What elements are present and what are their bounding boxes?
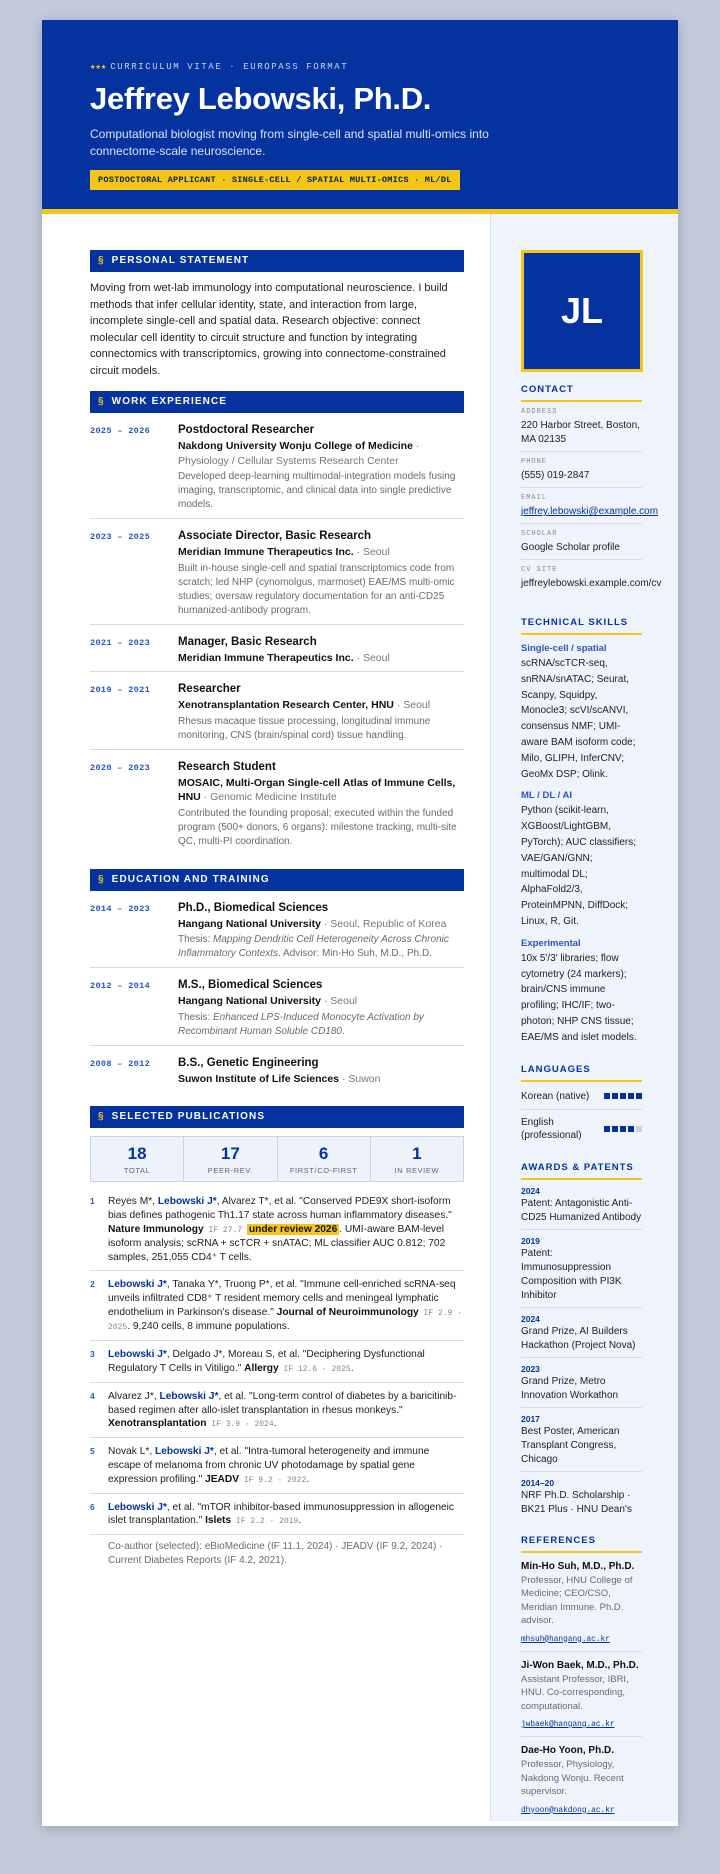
experience-entry [90, 750, 464, 855]
reference-item [521, 1737, 642, 1822]
stat-cell [91, 1137, 184, 1181]
publication-number: 6 [90, 1501, 95, 1512]
stat-number: 17 [220, 1144, 240, 1163]
publication-note: . UMI-aware BAM-level isoform analysis; scRNA + scTCR + snATAC; ML classifier AUC 0.812; 702 samples, 251,055 CD4⁺ T cells. [108, 1223, 446, 1264]
employer-location: · Genomic Medicine Institute [200, 791, 337, 803]
publication-text [108, 1501, 464, 1530]
journal-name: Nature Immunology [108, 1223, 204, 1235]
education-entry [90, 891, 464, 969]
publication-text [108, 1445, 464, 1487]
citation-title: , et al. "Intra-tumoral heterogeneity and immune escape of melanoma from chronic UV photodamage by spatial gene expression profiling." [108, 1446, 430, 1485]
entry-dates: 2008 – 2012 [90, 1058, 151, 1069]
coauthors-before: Novak L*, [108, 1446, 155, 1458]
section-header-statement [90, 250, 464, 272]
institution [178, 917, 464, 932]
contact-field [521, 560, 662, 595]
contact-label: PHONE [521, 458, 548, 466]
reference-name: Ji-Won Baek, M.D., Ph.D. [521, 1659, 639, 1671]
reference-email-link[interactable]: jwbaek@hangang.ac.kr [521, 1721, 615, 1730]
contact-heading: CONTACT [521, 384, 642, 402]
publication-text [108, 1390, 464, 1432]
job-title: Manager, Basic Research [178, 635, 317, 648]
award-item [521, 1358, 642, 1408]
citation-title: , et al. "mTOR inhibitor-based immunosuppression in allogeneic islet transplantation." [108, 1501, 455, 1527]
contact-label: CV SITE [521, 566, 558, 574]
section-header-publications [90, 1106, 464, 1128]
proficiency-dot [620, 1093, 626, 1099]
reference-description: Professor, Physiology, Nakdong Wonju. Recent supervisor. [521, 1759, 624, 1798]
citation-title: , Alvarez T*, et al. "Conserved PDE9X short-isoform bias defines pathogenic Th1.17 state across human inflammatory diseases." [108, 1196, 452, 1221]
impact-factor: IF 27.7 [203, 1225, 247, 1235]
section-symbol-icon: § [98, 873, 105, 885]
publication-item [90, 1383, 464, 1438]
thesis [178, 1011, 464, 1039]
impact-factor: IF 3.9 · 2024 [206, 1420, 274, 1430]
stat-cell [371, 1137, 463, 1181]
entry-body [178, 1057, 464, 1087]
section-symbol-icon: § [98, 396, 105, 407]
journal-name: Journal of Neuroimmunology [276, 1306, 419, 1318]
contact-field [521, 452, 642, 488]
section-header-education [90, 869, 464, 891]
job-title: Associate Director, Basic Research [178, 530, 372, 542]
skill-list: scRNA/scTCR-seq, snRNA/snATAC; Seurat, Scanpy, Squidpy, Monocle3; scVI/scANVI, consensus NMF; UMI-aware BAM isoform code; Milo, GLIPH, InferCNV; GeoMx DSP; Olink. [521, 658, 636, 780]
experience-entry [90, 413, 464, 519]
personal-statement: Moving from wet-lab immunology into computational neuroscience. I build methods that infer cellular identity, state, and interaction from large, incomplete single-cell and spatial data. Research objective: connect molecular cell identity to circuit structure and function by integrating connectomics with transcriptomics, growing into connectome-constrained circuit models. [90, 282, 448, 377]
stat-number: 1 [412, 1144, 422, 1163]
proficiency-meter [604, 1126, 642, 1132]
avatar: JL [521, 250, 643, 372]
entry-body [178, 530, 464, 618]
award-text: Grand Prize, Metro Innovation Workathon [521, 1375, 619, 1401]
thesis-title: Enhanced LPS-Induced Monocyte Activation by Recombinant Human Soluble CD180 [178, 1011, 424, 1037]
section-title: PERSONAL STATEMENT [111, 255, 250, 266]
publication-text [108, 1195, 464, 1265]
award-year: 2017 [521, 1413, 540, 1424]
entry-dates: 2014 – 2023 [90, 903, 151, 914]
thesis-label: Thesis: [178, 934, 214, 945]
contact-field [521, 402, 642, 452]
reference-item [521, 1553, 642, 1652]
entry-dates: 2012 – 2014 [90, 981, 151, 991]
publication-list [90, 1188, 464, 1535]
coauthors-before: Reyes M*, [108, 1196, 158, 1207]
award-year: 2024 [521, 1313, 540, 1324]
stars-icon: ★★★ [90, 62, 107, 72]
email-link[interactable]: jeffrey.lebowski@example.com [521, 506, 659, 517]
publication-number: 2 [90, 1278, 95, 1289]
thesis-advisor: . [341, 1025, 345, 1037]
entry-dates: 2023 – 2025 [90, 532, 151, 542]
stat-label: PEER-REV. [207, 1166, 253, 1175]
coauthor-note: Co-author (selected): eBioMedicine (IF 11.1, 2024) · JEADV (IF 9.2, 2024) · Current Diabetes Reports (IF 4.2, 2021). [108, 1541, 443, 1567]
entry-body [178, 683, 464, 743]
publication-note: . 9,240 cells, 8 immune populations. [127, 1321, 290, 1333]
contact-value: jeffreylebowski.example.com/cv [521, 578, 662, 589]
institution [178, 1072, 464, 1087]
institution-name: Hangang National University [178, 995, 321, 1007]
self-author: Lebowski J* [157, 1196, 217, 1207]
section-symbol-icon: § [98, 1111, 105, 1122]
experience-entry [90, 625, 464, 673]
stat-label: FIRST/CO-FIRST [289, 1166, 358, 1175]
experience-entry [90, 519, 464, 625]
entry-body [178, 979, 464, 1039]
employer [178, 651, 464, 666]
skill-list: 10x 5′/3′ libraries; flow cytometry (24 markers); brain/CNS immune profiling; IHC/IF; two-photon; NHP CNS tissue; EAE/MS and islet models. [521, 952, 637, 1043]
impact-factor: IF 2.2 · 2019 [231, 1517, 299, 1527]
proficiency-dot [636, 1093, 642, 1099]
publication-number: 3 [90, 1349, 95, 1360]
entry-body [178, 424, 464, 512]
institution-name: Hangang National University [178, 917, 321, 930]
employer-name: Xenotransplantation Research Center, HNU [178, 699, 394, 711]
contact-label: SCHOLAR [521, 530, 558, 538]
degree: M.S., Biomedical Sciences [178, 979, 323, 991]
award-item [521, 1408, 642, 1472]
award-item [521, 1180, 642, 1230]
entry-body [178, 636, 464, 666]
institution-location: · Seoul, Republic of Korea [320, 917, 447, 930]
institution-name: Suwon Institute of Life Sciences [178, 1072, 340, 1085]
job-description: Built in-house single-cell and spatial transcriptomics code from scratch; led NHP (cynomolgus, marmoset) EAE/MS multi-omic studies; oversaw regulatory documentation for an anti-CD25 humanized-antibody program. [178, 562, 455, 616]
awards-list [521, 1180, 642, 1521]
publication-note: . [350, 1362, 354, 1374]
award-item [521, 1230, 642, 1308]
contact-label: EMAIL [521, 494, 548, 502]
review-status-badge: under review 2026 [248, 1223, 338, 1235]
references-heading: REFERENCES [521, 1535, 642, 1553]
award-text: Patent: Antagonistic Anti-CD25 Humanized Antibody [521, 1197, 642, 1223]
stat-number: 18 [127, 1144, 147, 1163]
impact-factor: IF 9.2 · 2022 [239, 1475, 307, 1485]
employer [178, 439, 464, 468]
publication-number: 5 [90, 1446, 95, 1457]
proficiency-dot [620, 1126, 626, 1132]
employer-location: · Physiology / Cellular Systems Research Center [178, 440, 420, 467]
eyebrow [90, 62, 630, 72]
job-title: Researcher [178, 683, 241, 695]
education-entry [90, 1046, 464, 1093]
job-description: Rhesus macaque tissue processing, longitudinal immune monitoring, CNS (brain/spinal cord) tissue handling. [178, 715, 431, 741]
thesis [178, 933, 464, 961]
thesis-advisor: . Advisor: Min-Ho Suh, M.D., Ph.D. [278, 948, 432, 959]
stat-label: TOTAL [123, 1166, 151, 1175]
institution-location: · Suwon [339, 1072, 381, 1085]
journal-name: Islets [205, 1515, 232, 1527]
proficiency-dot [604, 1126, 610, 1132]
publication-note: . [273, 1418, 277, 1430]
award-text: Best Poster, American Transplant Congress, Chicago [521, 1425, 620, 1465]
stat-number: 6 [318, 1144, 329, 1163]
language-row [521, 1110, 642, 1148]
publication-item [90, 1271, 464, 1341]
languages-heading: LANGUAGES [521, 1064, 642, 1082]
publication-item [90, 1188, 464, 1271]
thesis-title: Mapping Dendritic Cell Heterogeneity Across Chronic Inflammatory Contexts [178, 934, 449, 959]
self-author: Lebowski J* [108, 1349, 167, 1361]
reference-email-link[interactable]: mhsuh@hangang.ac.kr [521, 1635, 610, 1644]
degree: Ph.D., Biomedical Sciences [178, 901, 329, 914]
eyebrow-text: CURRICULUM VITAE · EUROPASS FORMAT [110, 62, 349, 72]
award-text: NRF Ph.D. Scholarship · BK21 Plus · HNU Dean's [521, 1489, 632, 1515]
cv-header [42, 20, 678, 214]
publication-number: 4 [90, 1390, 95, 1401]
entry-dates: 2019 – 2021 [90, 685, 151, 695]
skills-heading: TECHNICAL SKILLS [521, 617, 642, 635]
self-author: Lebowski J* [159, 1390, 219, 1402]
skills-list [521, 643, 642, 1046]
experience-list [90, 413, 464, 855]
entry-dates: 2020 – 2023 [90, 762, 151, 773]
thesis-label: Thesis: [178, 1011, 214, 1023]
section-header-experience [90, 391, 464, 413]
publication-number: 1 [90, 1196, 95, 1206]
self-author: Lebowski J* [108, 1501, 167, 1513]
section-title: EDUCATION AND TRAINING [111, 873, 270, 885]
citation-title: , et al. "Long-term control of diabetes by a baricitinib-based regimen after allo-islet transplantation in rhesus monkeys." [108, 1390, 457, 1416]
publication-note: . [306, 1473, 310, 1485]
award-item [521, 1472, 642, 1521]
section-symbol-icon: § [98, 255, 105, 266]
education-entry [90, 968, 464, 1046]
section-title: WORK EXPERIENCE [111, 396, 228, 407]
employer-location: · Seoul [353, 651, 390, 664]
award-year: 2024 [521, 1185, 540, 1196]
contact-value: (555) 019-2847 [521, 470, 590, 481]
impact-factor: IF 12.6 · 2025 [278, 1364, 351, 1374]
skill-category: ML / DL / AI [521, 790, 573, 802]
employer-name: Nakdong University Wonju College of Medicine [178, 440, 413, 452]
award-year: 2023 [521, 1363, 540, 1374]
publication-item [90, 1494, 464, 1536]
candidate-name: Jeffrey Lebowski, Ph.D. [90, 81, 432, 116]
employer-location: · Seoul [353, 546, 390, 558]
stat-label: IN REVIEW [394, 1166, 440, 1175]
citation-title: , Tanaka Y*, Truong P*, et al. "Immune cell-enriched scRNA-seq unveils infiltrated CD8⁺ T resident memory cells and meningeal lymphatic endothelium in Parkinson's disease." [108, 1278, 456, 1318]
skill-category: Experimental [521, 937, 581, 949]
contact-field [521, 524, 642, 560]
contact-value: Google Scholar profile [521, 542, 620, 553]
proficiency-dot [612, 1093, 618, 1099]
reference-description: Assistant Professor, IBRI, HNU. Co-corresponding, computational. [521, 1673, 629, 1712]
citation-title: , Delgado J*, Moreau S, et al. "Deciphering Dysfunctional Regulatory T Cells in Vitiligo." [108, 1349, 425, 1374]
self-author: Lebowski J* [155, 1446, 214, 1458]
sidebar [490, 214, 678, 1821]
publication-note: . [298, 1515, 302, 1527]
degree: B.S., Genetic Engineering [178, 1056, 319, 1069]
main-column [90, 250, 464, 1568]
reference-email-link[interactable]: dhyoon@nakdong.ac.kr [521, 1806, 615, 1815]
skill-list: Python (scikit-learn, XGBoost/LightGBM, PyTorch); AUC classifiers; VAE/GAN/GNN; multimodal DL; AlphaFold2/3, ProteinMPNN, DiffDock; Linux, R, Git. [521, 805, 637, 927]
proficiency-dot [628, 1126, 634, 1132]
employer-name: Meridian Immune Therapeutics Inc. [178, 546, 354, 558]
contact-label: ADDRESS [521, 408, 558, 416]
experience-entry [90, 672, 464, 750]
publication-text [108, 1278, 464, 1335]
award-year: 2019 [521, 1235, 540, 1246]
proficiency-dot [612, 1126, 618, 1132]
cv-page [42, 20, 678, 1826]
employer-name: Meridian Immune Therapeutics Inc. [178, 651, 354, 664]
contact-value [521, 505, 659, 519]
position-tag: POSTDOCTORAL APPLICANT · SINGLE-CELL / SPATIAL MULTI-OMICS · ML/DL [90, 170, 460, 190]
publication-item [90, 1438, 464, 1493]
stat-cell [184, 1137, 277, 1181]
reference-description: Professor, HNU College of Medicine; CEO/CSO, Meridian Immune. Ph.D. advisor. [521, 1574, 633, 1627]
journal-name: Xenotransplantation [108, 1418, 207, 1430]
reference-name: Dae-Ho Yoon, Ph.D. [521, 1745, 614, 1757]
self-author: Lebowski J* [108, 1278, 167, 1290]
institution-location: · Seoul [320, 995, 358, 1007]
job-description: Contributed the founding proposal; executed within the funded program (500+ donors, 6 organs): milestone tracking, multi-site QC, multi-PI coordination. [178, 807, 457, 847]
award-item [521, 1308, 642, 1358]
reference-item [521, 1652, 642, 1738]
contact-field [521, 488, 659, 524]
award-text: Grand Prize, AI Builders Hackathon (Project Nova) [521, 1325, 636, 1351]
skill-category: Single-cell / spatial [521, 643, 607, 654]
references-list [521, 1553, 642, 1822]
entry-dates: 2021 – 2023 [90, 637, 151, 648]
proficiency-dot [628, 1093, 634, 1099]
job-title: Postdoctoral Researcher [178, 424, 315, 436]
employer-name: MOSAIC, Multi-Organ Single-cell Atlas of Immune Cells, HNU [178, 776, 456, 803]
journal-name: Allergy [244, 1362, 279, 1374]
entry-dates: 2025 – 2026 [90, 426, 151, 436]
reference-name: Min-Ho Suh, M.D., Ph.D. [521, 1560, 635, 1572]
contact-list [521, 402, 662, 595]
language-row [521, 1084, 642, 1110]
employer [178, 545, 464, 560]
publication-stats [90, 1136, 464, 1182]
proficiency-meter [604, 1093, 642, 1099]
entry-body [178, 902, 464, 962]
job-title: Research Student [178, 760, 276, 773]
contact-value: 220 Harbor Street, Boston, MA 02135 [521, 420, 640, 445]
awards-heading: AWARDS & PATENTS [521, 1162, 642, 1180]
employer [178, 776, 464, 805]
section-title: SELECTED PUBLICATIONS [111, 1111, 266, 1122]
publication-text [108, 1348, 464, 1377]
job-description: Developed deep-learning multimodal-integration models fusing imaging, transcriptomic, and clinical data into single predictive models. [178, 471, 456, 510]
languages-list [521, 1084, 642, 1148]
stat-cell [278, 1137, 371, 1181]
language-name: Korean (native) [521, 1090, 590, 1102]
body-columns [42, 214, 678, 1821]
award-text: Patent: Immunosuppression Composition with PI3K Inhibitor [521, 1247, 622, 1301]
journal-name: JEADV [205, 1473, 240, 1485]
proficiency-dot [604, 1093, 610, 1099]
language-name: English (professional) [521, 1116, 582, 1141]
proficiency-dot [636, 1126, 642, 1132]
institution [178, 994, 464, 1009]
coauthors-before: Alvarez J*, [108, 1390, 160, 1402]
employer [178, 698, 464, 713]
education-list [90, 891, 464, 1093]
impact-factor: IF 2.9 · 2025 [108, 1308, 462, 1333]
tagline: Computational biologist moving from single-cell and spatial multi-omics into connectome-scale neuroscience. [90, 127, 489, 158]
entry-body [178, 761, 464, 849]
publication-item [90, 1341, 464, 1383]
award-year: 2014–20 [521, 1477, 555, 1488]
employer-location: · Seoul [393, 699, 431, 711]
